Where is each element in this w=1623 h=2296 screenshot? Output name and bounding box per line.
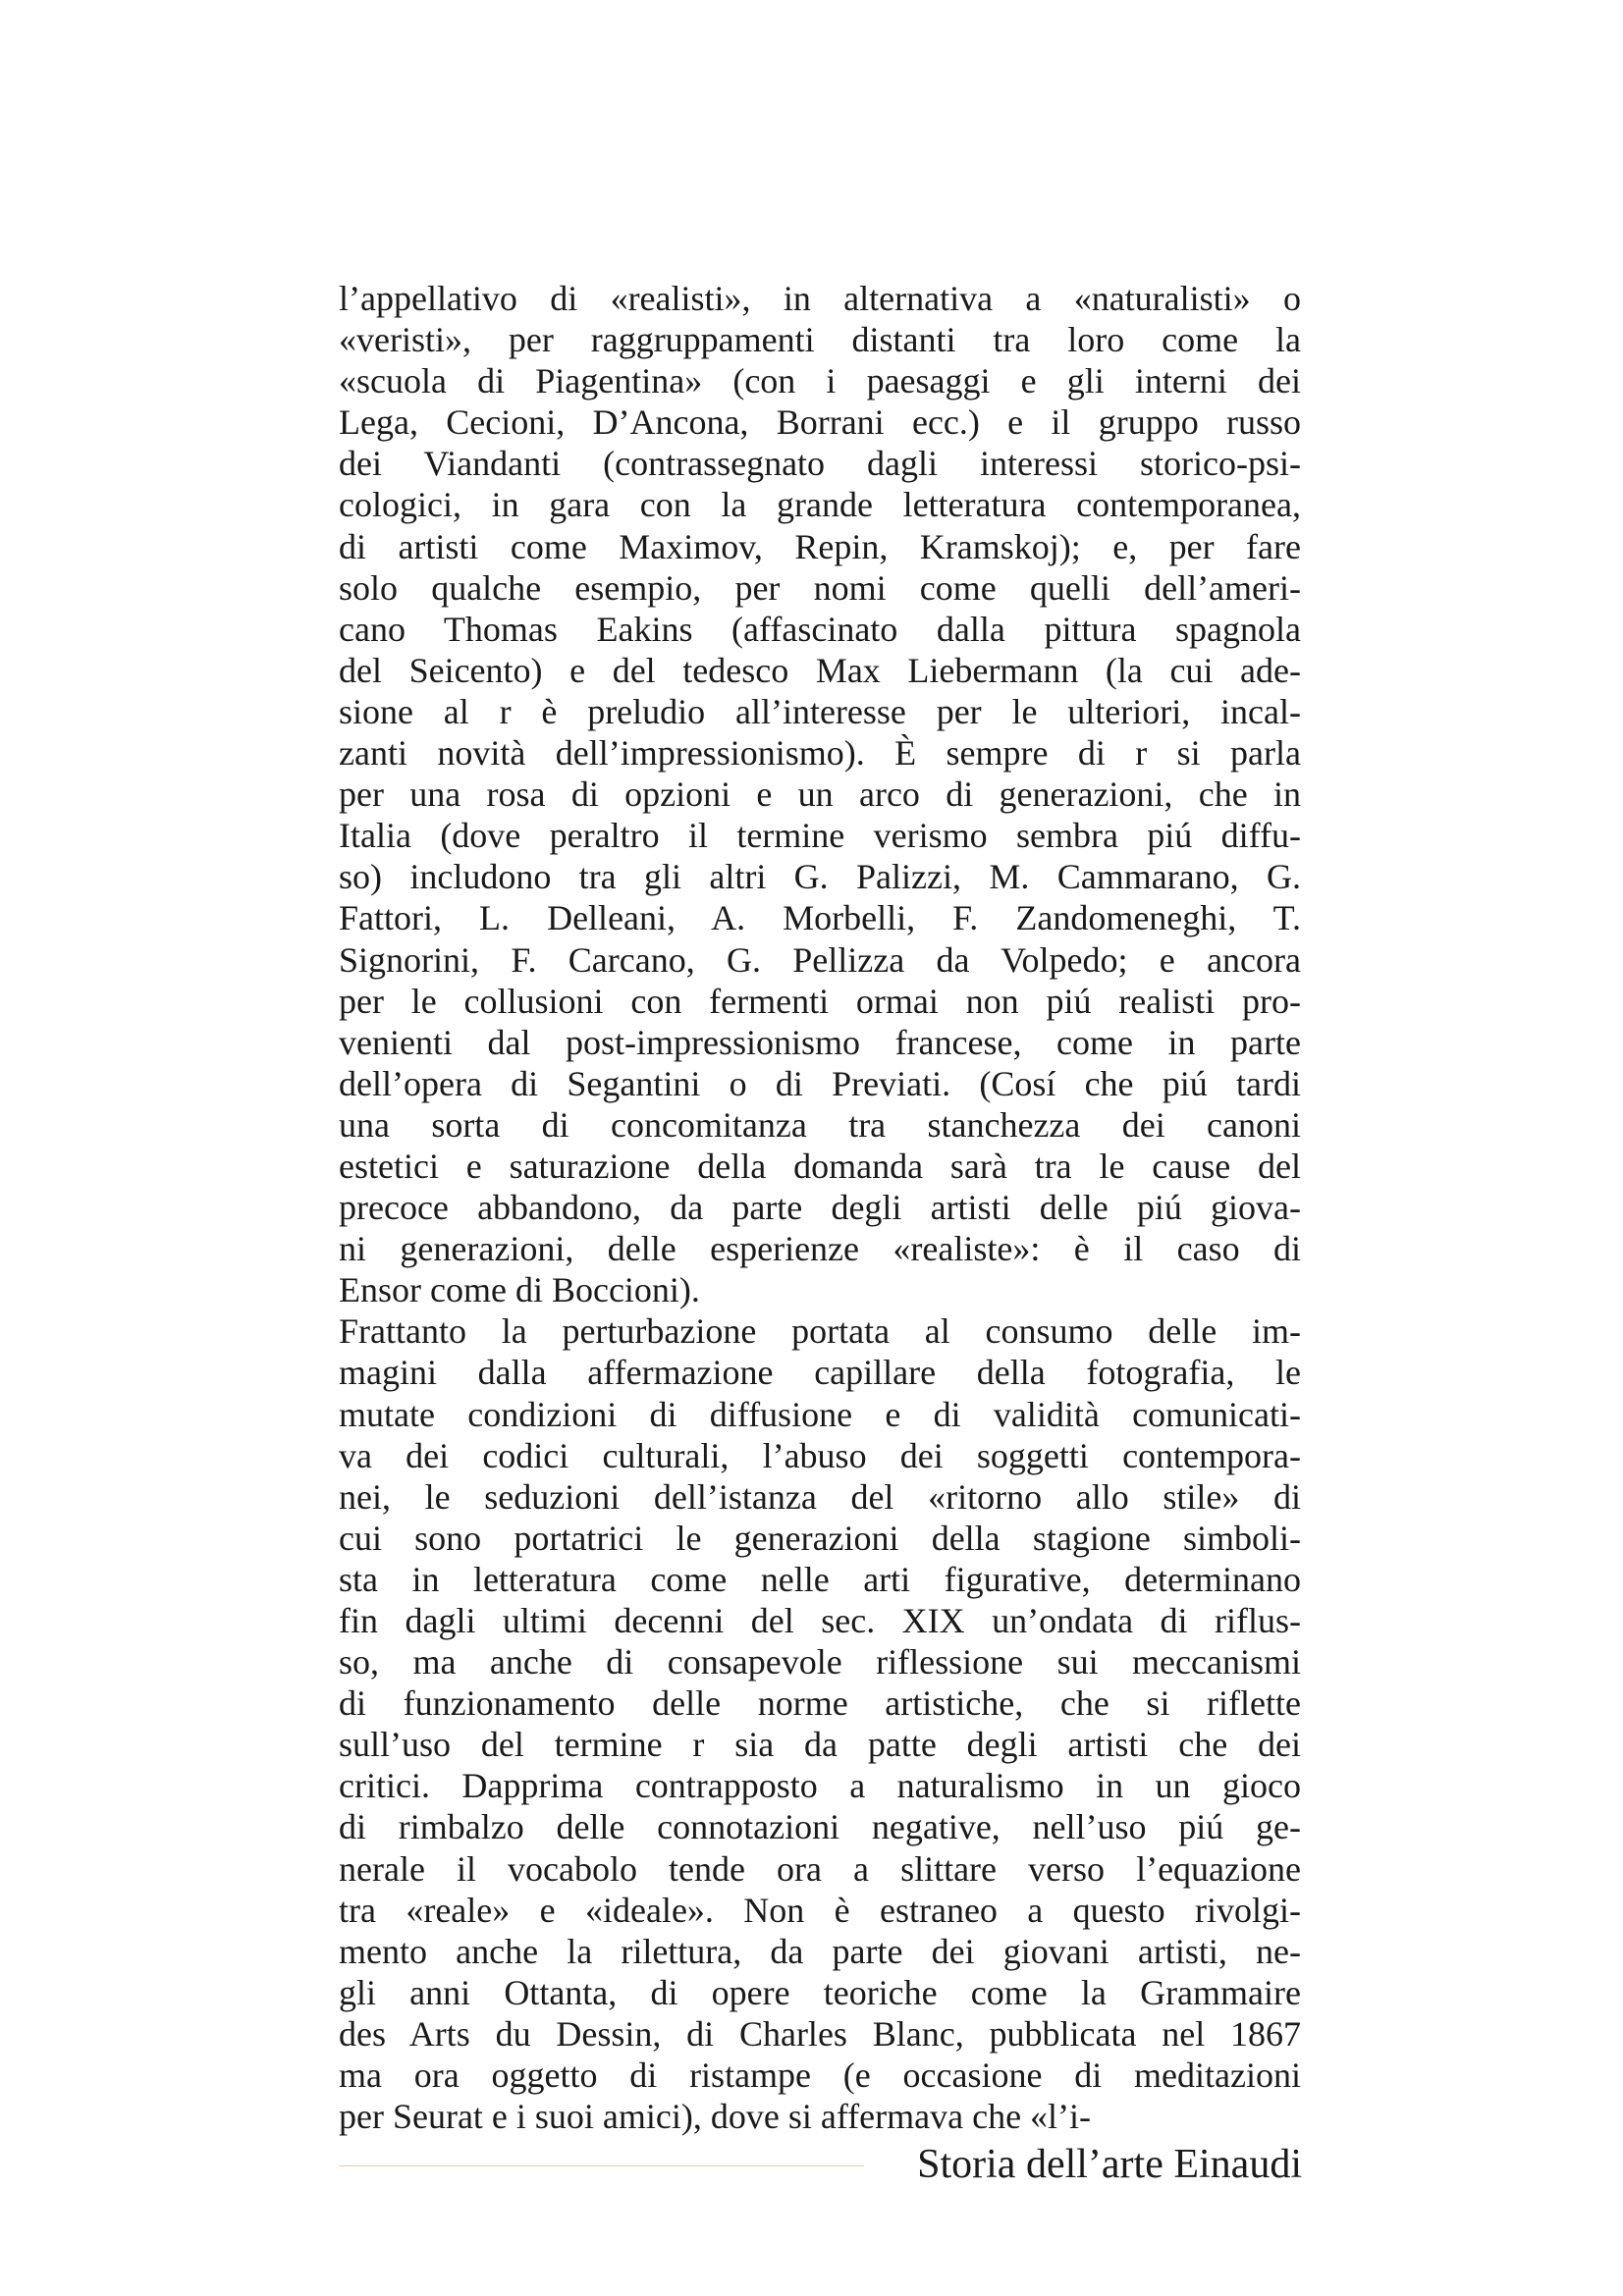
text-line: critici. Dapprima contrapposto a naturalismo in un gioco: [339, 1766, 1301, 1806]
text-line: del Seicento) e del tedesco Max Liebermann (la cui ade-: [339, 650, 1301, 690]
text-line: nei, le seduzioni dell’istanza del «ritorno allo stile» di: [339, 1476, 1301, 1517]
text-line: per una rosa di opzioni e un arco di generazioni, che in: [339, 774, 1301, 815]
text-line: «veristi», per raggruppamenti distanti tra loro come la: [339, 320, 1301, 360]
text-line: una sorta di concomitanza tra stanchezza dei canoni: [339, 1104, 1301, 1145]
text-line: sta in letteratura come nelle arti figurative, determinano: [339, 1559, 1301, 1599]
text-line: mutate condizioni di diffusione e di validità comunicati-: [339, 1394, 1301, 1434]
text-line: so, ma anche di consapevole riflessione sui meccanismi: [339, 1642, 1301, 1682]
footer-rule: [339, 2165, 864, 2166]
text-line: sull’uso del termine r sia da patte degli artisti che dei: [339, 1725, 1301, 1765]
text-line: mento anche la rilettura, da parte dei giovani artisti, ne-: [339, 1931, 1301, 1971]
text-line: cano Thomas Eakins (affascinato dalla pittura spagnola: [339, 609, 1301, 649]
text-line: di artisti come Maximov, Repin, Kramskoj); e, per fare: [339, 526, 1301, 566]
text-line: solo qualche esempio, per nomi come quelli dell’ameri-: [339, 567, 1301, 608]
text-line: fin dagli ultimi decenni del sec. XIX un’ondata di riflus-: [339, 1601, 1301, 1640]
text-line: di rimbalzo delle connotazioni negative, nell’uso piú ge-: [339, 1807, 1301, 1847]
text-line: Ensor come di Boccioni).: [339, 1270, 700, 1310]
text-line: di funzionamento delle norme artistiche, che si riflette: [339, 1683, 1301, 1724]
text-line: estetici e saturazione della domanda sarà tra le cause del: [339, 1146, 1301, 1186]
text-line: gli anni Ottanta, di opere teoriche come la Grammaire: [339, 1972, 1301, 2012]
text-line: cui sono portatrici le generazioni della stagione simboli-: [339, 1518, 1301, 1558]
text-line: zanti novità dell’impressionismo). È sempre di r si parla: [339, 733, 1301, 774]
paragraph: [339, 1310, 1301, 2137]
text-line: per Seurat e i suoi amici), dove si affermava che «l’i-: [339, 2097, 1092, 2137]
text-line: per le collusioni con fermenti ormai non piú realisti pro-: [339, 981, 1301, 1021]
text-line: magini dalla affermazione capillare della fotografia, le: [339, 1353, 1301, 1393]
text-line: Lega, Cecioni, D’Ancona, Borrani ecc.) e il gruppo russo: [339, 402, 1301, 443]
text-line: va dei codici culturali, l’abuso dei soggetti contempora-: [339, 1435, 1301, 1475]
text-line: precoce abbandono, da parte degli artisti delle piú giova-: [339, 1188, 1301, 1228]
text-line: dei Viandanti (contrassegnato dagli interessi storico-psi-: [339, 444, 1301, 484]
text-line: Signorini, F. Carcano, G. Pellizza da Volpedo; e ancora: [339, 939, 1301, 980]
paragraph: [339, 278, 1301, 1310]
body-text: [339, 278, 1301, 2137]
text-line: dell’opera di Segantini o di Previati. (Cosí che piú tardi: [339, 1063, 1301, 1103]
text-line: «scuola di Piagentina» (con i paesaggi e gli interni dei: [339, 361, 1301, 401]
text-line: des Arts du Dessin, di Charles Blanc, pubblicata nel 1867: [339, 2013, 1301, 2054]
text-line: so) includono tra gli altri G. Palizzi, M. Cammarano, G.: [339, 857, 1301, 897]
text-line: Fattori, L. Delleani, A. Morbelli, F. Zandomeneghi, T.: [339, 898, 1301, 938]
text-line: l’appellativo di «realisti», in alternativa a «naturalisti» o: [339, 279, 1301, 318]
text-line: sione al r è preludio all’interesse per le ulteriori, incal-: [339, 691, 1301, 731]
text-line: tra «reale» e «ideale». Non è estraneo a questo rivolgi-: [339, 1890, 1301, 1930]
text-line: Frattanto la perturbazione portata al consumo delle im-: [339, 1311, 1301, 1352]
text-line: Italia (dove peraltro il termine verismo sembra piú diffu-: [339, 816, 1301, 856]
text-line: cologici, in gara con la grande letteratura contemporanea,: [339, 485, 1301, 525]
text-line: nerale il vocabolo tende ora a slittare verso l’equazione: [339, 1848, 1301, 1889]
text-line: venienti dal post-impressionismo francese, come in parte: [339, 1022, 1301, 1062]
footer-title: Storia dell’arte Einaudi: [917, 2142, 1302, 2187]
text-line: ma ora oggetto di ristampe (e occasione di meditazioni: [339, 2056, 1301, 2096]
text-line: ni generazioni, delle esperienze «realiste»: è il caso di: [339, 1229, 1301, 1269]
